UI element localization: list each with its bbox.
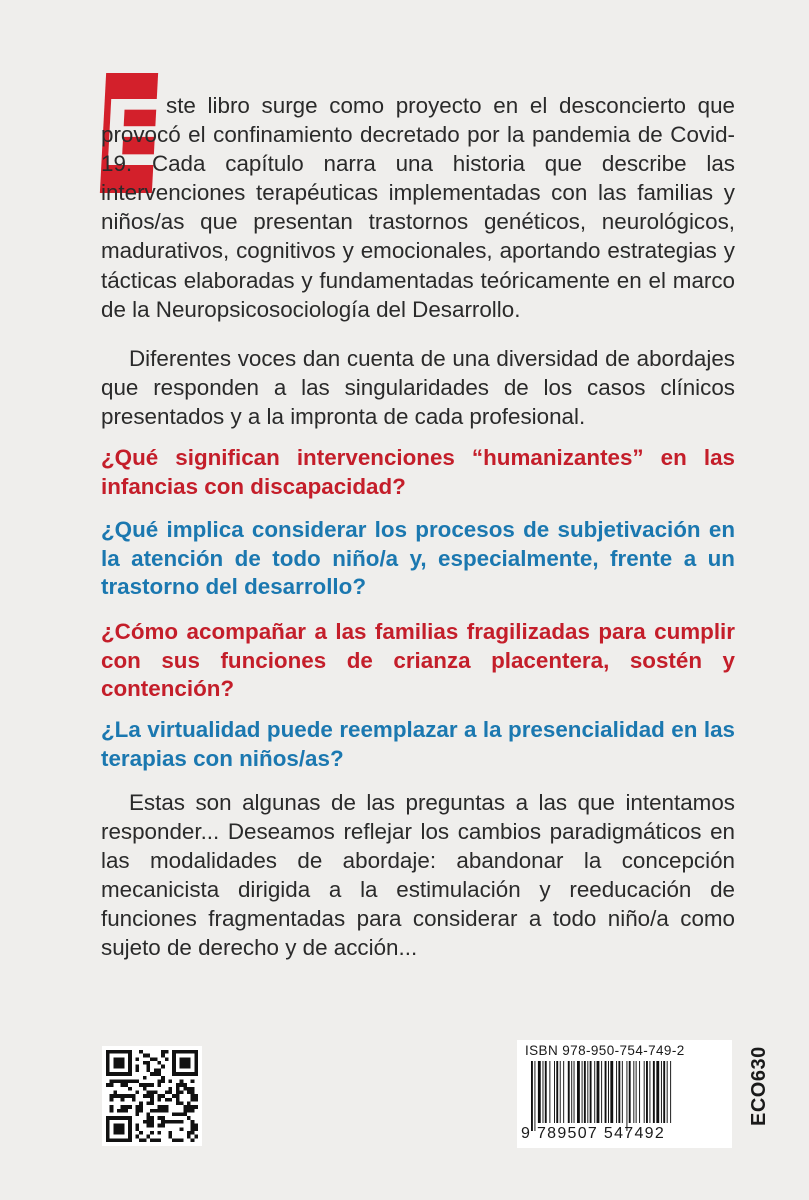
intro-paragraph: ste libro surge como proyecto en el desconcierto que provocó el confinamiento decretado por la pandemia de Covid-19. Cada capítulo narra una historia que describe las intervenciones terapéuticas implementadas con las familias y niños/as que presentan trastornos genéticos, neurológicos, madurativos, cognitivos y emocionales, aportando estrategias y tácticas elaboradas y fundamentadas teóricamente en el marco de la Neuropsicosociología del Desarrollo. xyxy=(101,93,735,322)
question-1: ¿Qué significan intervenciones “humanizantes” en las infancias con discapacidad? xyxy=(101,445,735,499)
question-3: ¿Cómo acompañar a las familias fragilizadas para cumplir con sus funciones de crianza placentera, sostén y contención? xyxy=(101,619,735,702)
barcode xyxy=(531,1061,721,1131)
isbn-label: ISBN 978-950-754-749-2 xyxy=(525,1043,685,1058)
barcode-box xyxy=(517,1040,732,1148)
intro-paragraph-2: Diferentes voces dan cuenta de una diversidad de abordajes que responden a las singularidades de los casos clínicos presentados y a la impronta de cada profesional. xyxy=(101,346,735,430)
drop-cap: E xyxy=(100,73,158,193)
qr-code xyxy=(102,1046,202,1146)
qr-code-icon xyxy=(106,1050,198,1142)
barcode-digits: 9 789507 547492 xyxy=(521,1125,666,1142)
question-4: ¿La virtualidad puede reemplazar a la presencialidad en las terapias con niños/as? xyxy=(101,717,735,771)
collection-code: ECO630 xyxy=(748,1046,770,1126)
question-2: ¿Qué implica considerar los procesos de subjetivación en la atención de todo niño/a y, especialmente, frente a un trastorno del desarrollo? xyxy=(101,517,735,600)
closing-paragraph: Estas son algunas de las preguntas a las que intentamos responder... Deseamos reflejar los cambios paradigmáticos en las modalidades de abordaje: abandonar la concepción mecanicista dirigida a la estimulación y reeducación de funciones fragmentadas para considerar a todo niño/a como sujeto de derecho y de acción... xyxy=(101,790,735,960)
